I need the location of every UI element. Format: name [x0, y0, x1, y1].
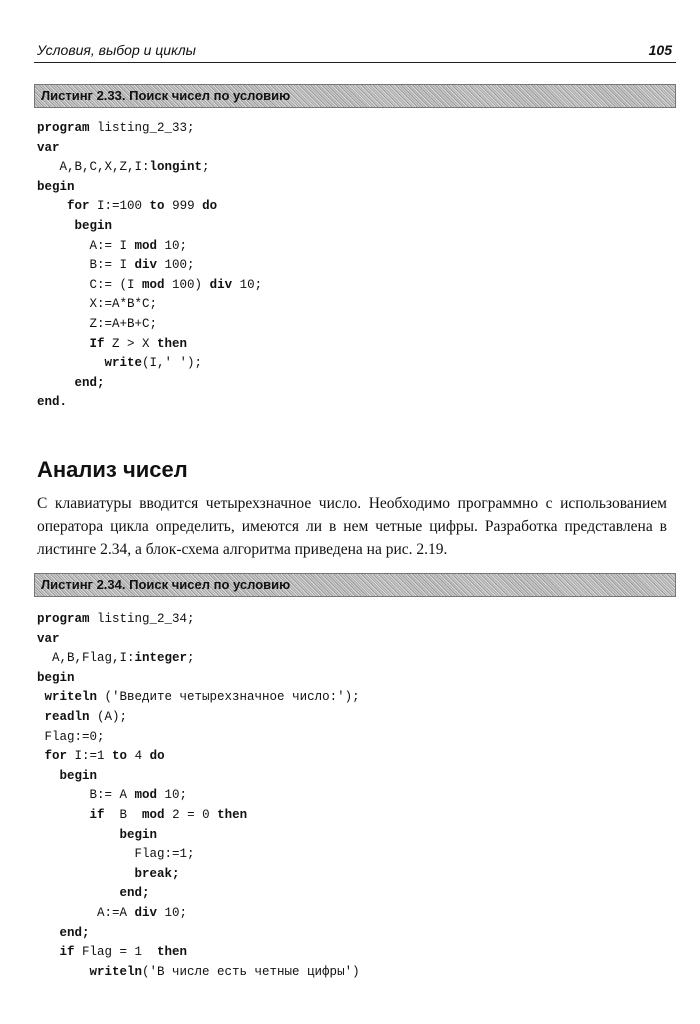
- listing-caption-bar: [34, 84, 676, 108]
- code-line: B:= I div 100;: [37, 258, 195, 273]
- code-line: begin: [37, 670, 75, 685]
- code-line: end;: [37, 925, 90, 940]
- code-line: B:= A mod 10;: [37, 788, 188, 803]
- page-number: 105: [648, 42, 672, 58]
- code-line: A:= I mod 10;: [37, 238, 188, 253]
- code-line: Flag:=1;: [37, 847, 195, 862]
- code-line: X:=A*B*C;: [37, 297, 158, 312]
- code-listing-2-33: [37, 119, 262, 413]
- section-heading: Анализ чисел: [37, 457, 188, 482]
- code-line: end;: [37, 375, 105, 390]
- code-line: begin: [37, 218, 113, 233]
- code-line: writeln ('Введите четырехзначное число:');: [44, 690, 360, 705]
- code-line: if B mod 2 = 0 then: [89, 807, 248, 822]
- code-line: var: [37, 140, 60, 155]
- code-line: A,B,C,X,Z,I:longint;: [37, 160, 210, 175]
- code-line: end;: [37, 886, 150, 901]
- code-line: A,B,Flag,I:integer;: [37, 651, 195, 666]
- code-line: for I:=100 to 999 do: [67, 199, 218, 214]
- code-line: begin: [37, 768, 98, 783]
- code-line: readln (A);: [44, 709, 128, 724]
- code-line: C:= (I mod 100) div 10;: [37, 277, 263, 292]
- code-line: for I:=1 to 4 do: [44, 749, 165, 764]
- code-line: A:=A div 10;: [37, 905, 188, 920]
- code-line: break;: [37, 866, 180, 881]
- code-line: write(I,' ');: [104, 356, 203, 371]
- running-title: Условия, выбор и циклы: [37, 42, 196, 58]
- code-line: if Flag = 1 then: [59, 945, 188, 960]
- code-line: If Z > X then: [89, 336, 188, 351]
- code-line: writeln('В числе есть четные цифры'): [89, 964, 360, 979]
- code-line: Z:=A+B+C;: [37, 316, 158, 331]
- listing-caption: Листинг 2.33. Поиск чисел по условию: [41, 88, 291, 103]
- listing-caption-bar: [34, 573, 676, 597]
- code-line: program listing_2_34;: [37, 612, 195, 626]
- code-line: var: [37, 631, 60, 646]
- header-rule: [34, 62, 676, 63]
- code-line: begin: [37, 827, 158, 842]
- code-line: end.: [37, 395, 68, 410]
- code-listing-2-34: [37, 610, 360, 982]
- code-line: Flag:=0;: [37, 729, 105, 744]
- body-paragraph: С клавиатуры вводится четырехзначное число. Необходимо программно с использованием оператора цикла определить, имеются ли в нем четные цифры. Разработка представлена в листинге 2.34, а блок-схема алгоритма приведена на рис. 2.19.: [37, 495, 667, 558]
- code-line: program listing_2_33;: [37, 121, 195, 135]
- code-line: begin: [37, 179, 75, 194]
- listing-caption: Листинг 2.34. Поиск чисел по условию: [41, 577, 291, 592]
